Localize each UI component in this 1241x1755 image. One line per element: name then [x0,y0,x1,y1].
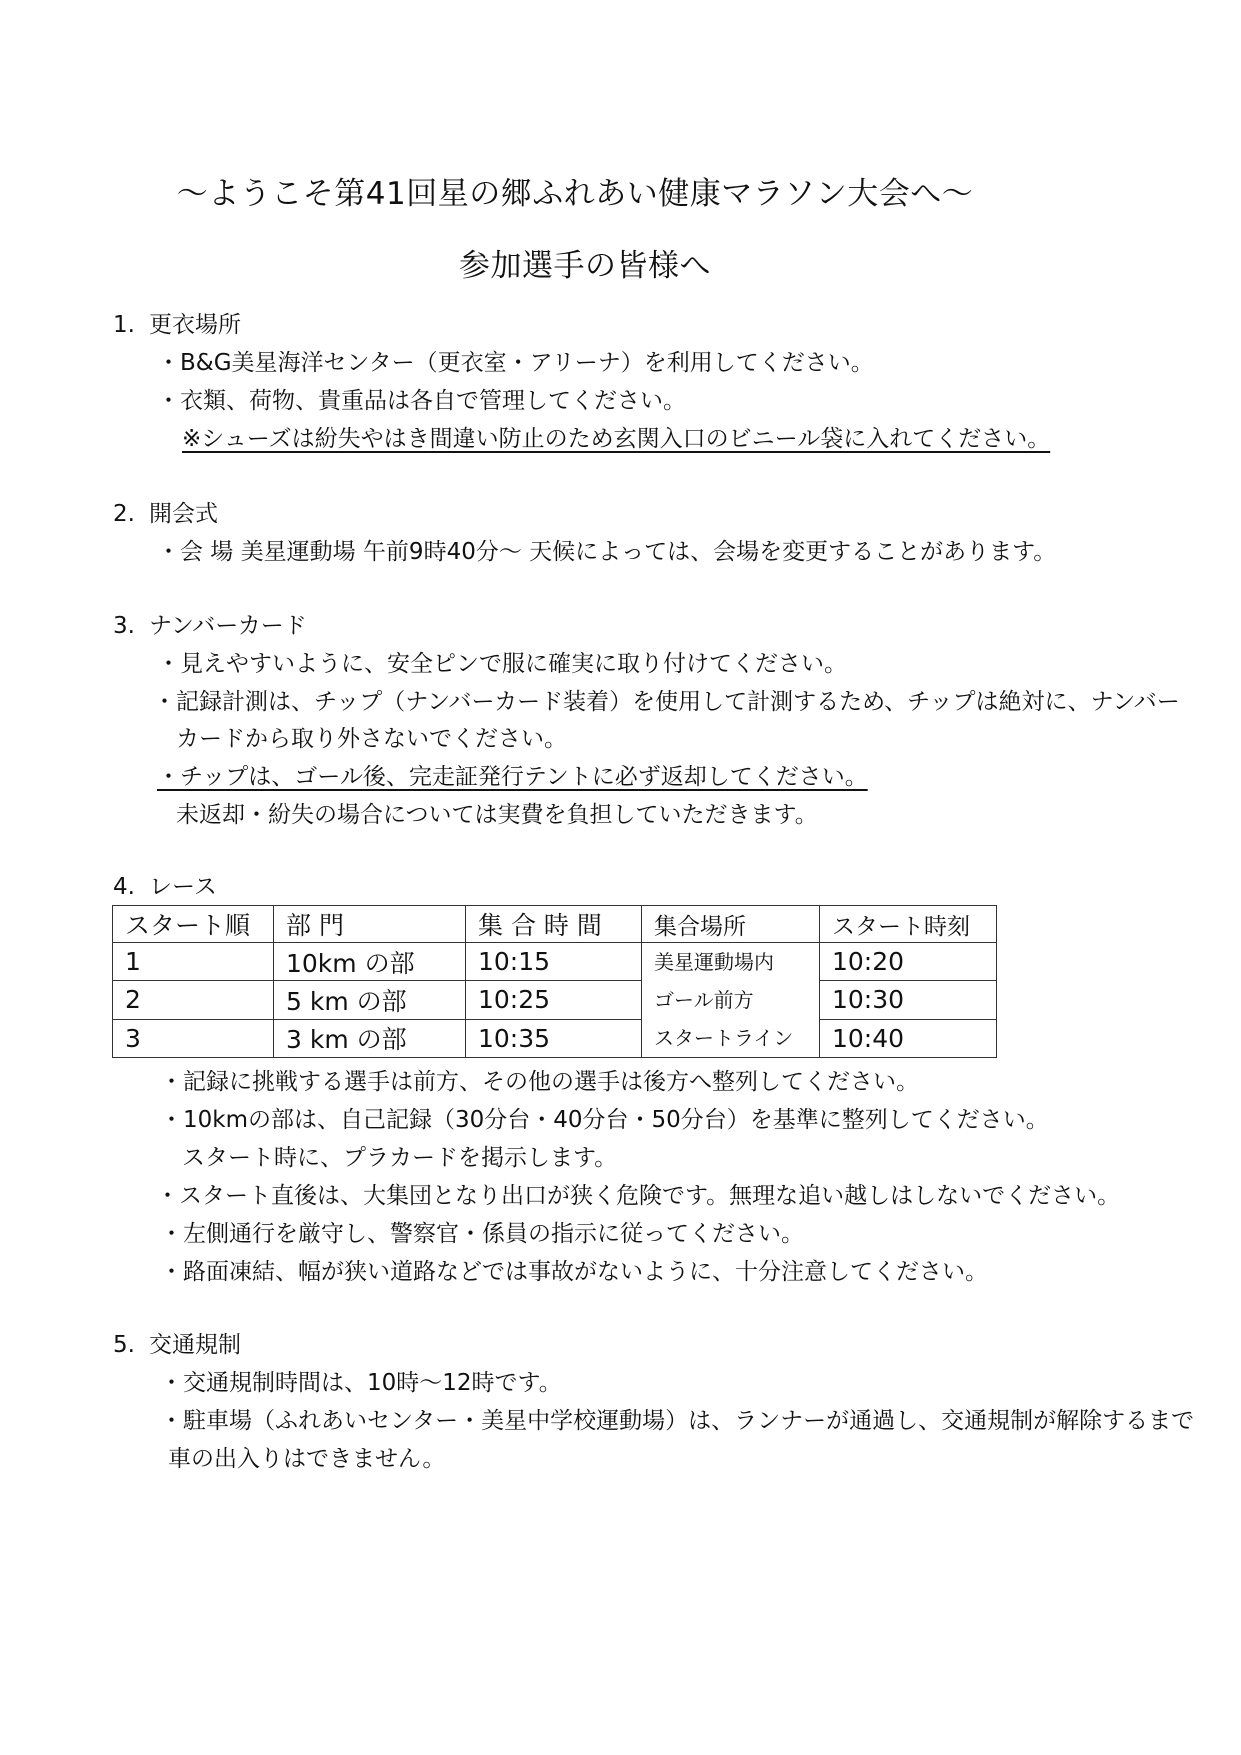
table-cell-assembly-time: 10:15 [466,943,642,981]
section-3-number: 3. [113,613,135,639]
section-4-line-3: スタート時に、プラカードを掲示します。 [182,1145,618,1171]
section-3-line-1: ・見えやすいように、安全ピンで服に確実に取り付けてください。 [157,651,847,677]
table-row [113,943,997,981]
assembly-place-line: ゴール前方 [654,988,754,1012]
table-header-cell: 部 門 [274,906,466,943]
section-2-title: 開会式 [149,501,218,527]
table-cell-division: 3 km の部 [274,1019,466,1057]
assembly-place-line: 美星運動場内 [654,950,774,974]
section-5-title: 交通規制 [149,1332,241,1358]
race-schedule-table [112,905,997,1058]
section-4-line-5: ・左側通行を厳守し、警察官・係員の指示に従ってください。 [160,1221,804,1247]
section-1-number: 1. [113,312,135,338]
table-header-cell: スタート時刻 [820,906,997,943]
section-4-line-6: ・路面凍結、幅が狭い道路などでは事故がないように、十分注意してください。 [160,1259,988,1285]
section-5-number: 5. [113,1332,135,1358]
section-2-heading [113,495,218,528]
section-1-line-1: ・B&G美星海洋センター（更衣室・アリーナ）を利用してください。 [157,350,874,376]
section-1-heading [113,306,241,339]
section-4-title: レース [149,874,217,900]
table-cell-start-time: 10:30 [820,981,997,1019]
table-cell-order: 3 [113,1019,274,1057]
page-subtitle: 参加選手の皆様へ [459,248,711,284]
section-3-return-chip-note: ・チップは、ゴール後、完走証発行テントに必ず返却してください。 [157,764,868,790]
table-cell-division: 10km の部 [274,943,466,981]
section-1-shoes-note: ※シューズは紛失やはき間違い防止のため玄関入口のビニール袋に入れてください。 [182,426,1051,452]
section-4-line-4: ・スタート直後は、大集団となり出口が狭く危険です。無理な追い越しはしないでください。 [156,1183,1121,1209]
table-header-row [113,906,997,943]
section-4-line-2: ・10kmの部は、自己記録（30分台・40分台・50分台）を基準に整列してください。 [160,1107,1049,1133]
table-cell-assembly-time: 10:25 [466,981,642,1019]
page-title: ～ようこそ第41回星の郷ふれあい健康マラソン大会へ～ [176,176,974,212]
table-header-cell: 集 合 時 間 [466,906,642,943]
section-4-heading [113,868,217,901]
table-cell-order: 1 [113,943,274,981]
section-3-line-3: カードから取り外さないでください。 [176,726,567,752]
table-header-cell: スタート順 [113,906,274,943]
section-5-line-1: ・交通規制時間は、10時～12時です。 [160,1370,562,1396]
section-4-number: 4. [113,874,135,900]
table-header-cell: 集合場所 [642,906,820,943]
section-1-title: 更衣場所 [149,312,241,338]
section-3-line-5: 未返却・紛失の場合については実費を負担していただきます。 [176,802,818,828]
table-row [113,1019,997,1057]
table-cell-assembly-time: 10:35 [466,1019,642,1057]
table-cell-start-time: 10:40 [820,1019,997,1057]
section-5-line-2: ・駐車場（ふれあいセンター・美星中学校運動場）は、ランナーが通過し、交通規制が解除するまで [160,1408,1195,1434]
table-row [113,981,997,1019]
section-2-line-1: ・会 場 美星運動場 午前9時40分～ 天候によっては、会場を変更することがあります。 [157,539,1057,565]
section-3-heading [113,607,307,640]
table-cell-order: 2 [113,981,274,1019]
section-5-line-3: 車の出入りはできません。 [168,1446,446,1472]
table-cell-start-time: 10:20 [820,943,997,981]
section-3-title: ナンバーカード [149,613,307,639]
table-cell-division: 5 km の部 [274,981,466,1019]
section-5-heading [113,1326,241,1359]
section-4-line-1: ・記録に挑戦する選手は前方、その他の選手は後方へ整列してください。 [160,1069,919,1095]
table-cell-assembly-place [642,943,820,1058]
section-1-line-2: ・衣類、荷物、貴重品は各自で管理してください。 [157,388,686,414]
assembly-place-line: スタートライン [654,1026,794,1050]
section-2-number: 2. [113,501,135,527]
section-3-line-2: ・記録計測は、チップ（ナンバーカード装着）を使用して計測するため、チップは絶対に、ナンバー [153,689,1180,715]
